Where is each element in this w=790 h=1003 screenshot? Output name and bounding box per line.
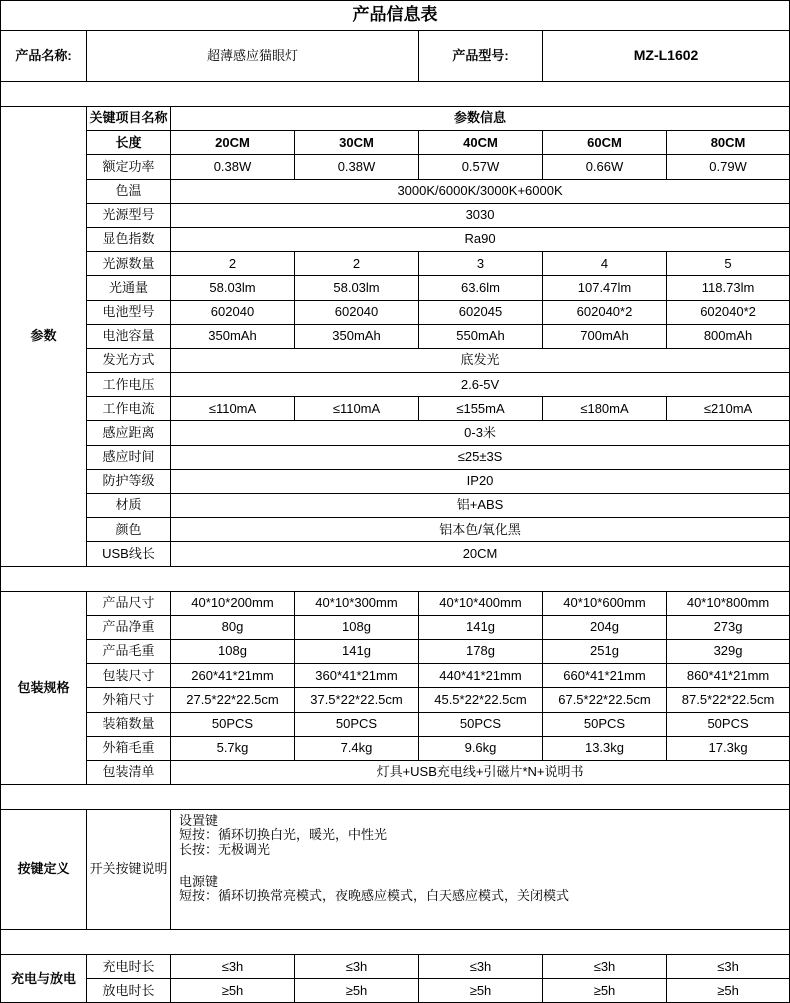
value-cell: 251g [543, 639, 667, 663]
product-name-label: 产品名称: [1, 31, 87, 82]
merged-value: 底发光 [171, 348, 790, 372]
row-label: 长度 [87, 131, 171, 155]
row-label: 外箱尺寸 [87, 688, 171, 712]
row-label: 产品毛重 [87, 639, 171, 663]
merged-value: ≤25±3S [171, 445, 790, 469]
row-label: 感应距离 [87, 421, 171, 445]
value-cell: 80g [171, 615, 295, 639]
value-cell: 67.5*22*22.5cm [543, 688, 667, 712]
value-cell: 602040 [295, 300, 419, 324]
product-model-value: MZ-L1602 [543, 31, 790, 82]
value-cell: ≤210mA [667, 397, 790, 421]
spacer-row [1, 930, 790, 955]
value-cell: 58.03lm [171, 276, 295, 300]
value-cell: 63.6lm [419, 276, 543, 300]
spacer-row [1, 82, 790, 107]
value-cell: 860*41*21mm [667, 664, 790, 688]
value-cell: 0.38W [171, 155, 295, 179]
merged-value: Ra90 [171, 227, 790, 251]
table-row [1, 688, 790, 712]
value-cell: 58.03lm [295, 276, 419, 300]
length-header: 30CM [295, 131, 419, 155]
row-label: 开关按键说明 [87, 810, 171, 930]
value-cell: 0.66W [543, 155, 667, 179]
merged-value: 铝+ABS [171, 494, 790, 518]
row-label: 色温 [87, 179, 171, 203]
value-cell: 329g [667, 639, 790, 663]
section-label-packaging: 包装规格 [1, 591, 87, 785]
section-label-buttons: 按键定义 [1, 810, 87, 930]
length-header: 80CM [667, 131, 790, 155]
power-key-short-press: 短按：循环切换常亮模式，夜晚感应模式，白天感应模式，关闭模式 [179, 888, 570, 904]
row-label: 额定功率 [87, 155, 171, 179]
value-cell: ≤180mA [543, 397, 667, 421]
value-cell: 0.79W [667, 155, 790, 179]
value-cell: ≤3h [543, 955, 667, 979]
value-cell: 40*10*400mm [419, 591, 543, 615]
table-row [1, 227, 790, 251]
table-row [1, 179, 790, 203]
table-row [1, 615, 790, 639]
table-row [1, 591, 790, 615]
value-cell: 9.6kg [419, 736, 543, 760]
value-cell: 27.5*22*22.5cm [171, 688, 295, 712]
header-param-info: 参数信息 [171, 107, 790, 131]
length-header: 40CM [419, 131, 543, 155]
row-label: 工作电压 [87, 373, 171, 397]
value-cell: 602040 [171, 300, 295, 324]
value-cell: 0.38W [295, 155, 419, 179]
table-title: 产品信息表 [1, 1, 790, 31]
value-cell: 5 [667, 252, 790, 276]
value-cell: 360*41*21mm [295, 664, 419, 688]
value-cell: ≤110mA [171, 397, 295, 421]
value-cell: ≤3h [667, 955, 790, 979]
spacer-row [1, 566, 790, 591]
value-cell: 13.3kg [543, 736, 667, 760]
power-key-title: 电源键 [179, 873, 219, 889]
value-cell: ≤155mA [419, 397, 543, 421]
row-label: 包装清单 [87, 760, 171, 784]
header-key-name: 关键项目名称 [87, 107, 171, 131]
value-cell: 17.3kg [667, 736, 790, 760]
section-label-params: 参数 [1, 107, 87, 567]
row-label: 工作电流 [87, 397, 171, 421]
table-row [1, 542, 790, 566]
value-cell: 700mAh [543, 324, 667, 348]
table-row [1, 203, 790, 227]
table-row [1, 107, 790, 131]
table-row [1, 252, 790, 276]
value-cell: 108g [171, 639, 295, 663]
row-label: 电池容量 [87, 324, 171, 348]
value-cell: 50PCS [419, 712, 543, 736]
merged-value: 3030 [171, 203, 790, 227]
value-cell: ≤3h [171, 955, 295, 979]
value-cell: 273g [667, 615, 790, 639]
setting-key-long-press: 长按：无极调光 [179, 841, 271, 857]
value-cell: 50PCS [543, 712, 667, 736]
value-cell: 800mAh [667, 324, 790, 348]
row-label: 材质 [87, 494, 171, 518]
value-cell: 40*10*300mm [295, 591, 419, 615]
value-cell: 602040*2 [543, 300, 667, 324]
row-label: 产品净重 [87, 615, 171, 639]
value-cell: ≥5h [419, 979, 543, 1003]
table-row [1, 348, 790, 372]
value-cell: 0.57W [419, 155, 543, 179]
row-label: USB线长 [87, 542, 171, 566]
value-cell: 440*41*21mm [419, 664, 543, 688]
table-row [1, 445, 790, 469]
value-cell: ≥5h [543, 979, 667, 1003]
product-name-value: 超薄感应猫眼灯 [87, 31, 419, 82]
spacer-row [1, 785, 790, 810]
value-cell: 40*10*200mm [171, 591, 295, 615]
row-label: 光源数量 [87, 252, 171, 276]
table-row [1, 810, 790, 930]
row-label: 外箱毛重 [87, 736, 171, 760]
value-cell: ≤3h [295, 955, 419, 979]
table-row [1, 518, 790, 542]
value-cell: 602040*2 [667, 300, 790, 324]
table-row [1, 131, 790, 155]
setting-key-short-press: 短按：循环切换白光，暖光，中性光 [179, 827, 388, 843]
value-cell: 2 [171, 252, 295, 276]
value-cell: 7.4kg [295, 736, 419, 760]
table-row [1, 276, 790, 300]
table-row [1, 324, 790, 348]
merged-value: IP20 [171, 469, 790, 493]
value-cell: 260*41*21mm [171, 664, 295, 688]
row-label: 光源型号 [87, 203, 171, 227]
value-cell: 141g [419, 615, 543, 639]
value-cell: 350mAh [171, 324, 295, 348]
value-cell: ≥5h [667, 979, 790, 1003]
spacer [179, 857, 781, 875]
value-cell: 204g [543, 615, 667, 639]
value-cell: ≥5h [171, 979, 295, 1003]
merged-value: 0-3米 [171, 421, 790, 445]
row-label: 放电时长 [87, 979, 171, 1003]
value-cell: 2 [295, 252, 419, 276]
row-label: 电池型号 [87, 300, 171, 324]
table-row [1, 664, 790, 688]
value-cell: 602045 [419, 300, 543, 324]
value-cell: 550mAh [419, 324, 543, 348]
value-cell: 3 [419, 252, 543, 276]
value-cell: 37.5*22*22.5cm [295, 688, 419, 712]
value-cell: 40*10*600mm [543, 591, 667, 615]
merged-value: 3000K/6000K/3000K+6000K [171, 179, 790, 203]
table-row [1, 639, 790, 663]
row-label: 防护等级 [87, 469, 171, 493]
button-description [171, 810, 790, 930]
value-cell: ≥5h [295, 979, 419, 1003]
value-cell: 118.73lm [667, 276, 790, 300]
section-label-charging: 充电与放电 [1, 955, 87, 1003]
value-cell: 40*10*800mm [667, 591, 790, 615]
row-label: 颜色 [87, 518, 171, 542]
value-cell: 50PCS [667, 712, 790, 736]
setting-key-title: 设置键 [179, 813, 219, 829]
value-cell: 50PCS [171, 712, 295, 736]
row-label: 发光方式 [87, 348, 171, 372]
table-row [1, 760, 790, 784]
value-cell: 50PCS [295, 712, 419, 736]
merged-value: 2.6-5V [171, 373, 790, 397]
table-row [1, 736, 790, 760]
row-label: 包装尺寸 [87, 664, 171, 688]
table-row [1, 373, 790, 397]
row-label: 充电时长 [87, 955, 171, 979]
value-cell: 178g [419, 639, 543, 663]
merged-value: 灯具+USB充电线+引磁片*N+说明书 [171, 760, 790, 784]
row-label: 光通量 [87, 276, 171, 300]
length-header: 20CM [171, 131, 295, 155]
length-header: 60CM [543, 131, 667, 155]
table-row [1, 712, 790, 736]
table-row [1, 421, 790, 445]
table-row [1, 494, 790, 518]
table-row [1, 955, 790, 979]
row-label: 显色指数 [87, 227, 171, 251]
value-cell: ≤3h [419, 955, 543, 979]
value-cell: 350mAh [295, 324, 419, 348]
value-cell: 5.7kg [171, 736, 295, 760]
table-row [1, 979, 790, 1003]
value-cell: 107.47lm [543, 276, 667, 300]
value-cell: 141g [295, 639, 419, 663]
row-label: 感应时间 [87, 445, 171, 469]
table-row [1, 300, 790, 324]
value-cell: ≤110mA [295, 397, 419, 421]
table-row [1, 155, 790, 179]
table-row [1, 397, 790, 421]
merged-value: 铝本色/氧化黑 [171, 518, 790, 542]
table-row [1, 469, 790, 493]
value-cell: 660*41*21mm [543, 664, 667, 688]
row-label: 装箱数量 [87, 712, 171, 736]
merged-value: 20CM [171, 542, 790, 566]
value-cell: 108g [295, 615, 419, 639]
value-cell: 4 [543, 252, 667, 276]
row-label: 产品尺寸 [87, 591, 171, 615]
product-model-label: 产品型号: [419, 31, 543, 82]
value-cell: 45.5*22*22.5cm [419, 688, 543, 712]
value-cell: 87.5*22*22.5cm [667, 688, 790, 712]
